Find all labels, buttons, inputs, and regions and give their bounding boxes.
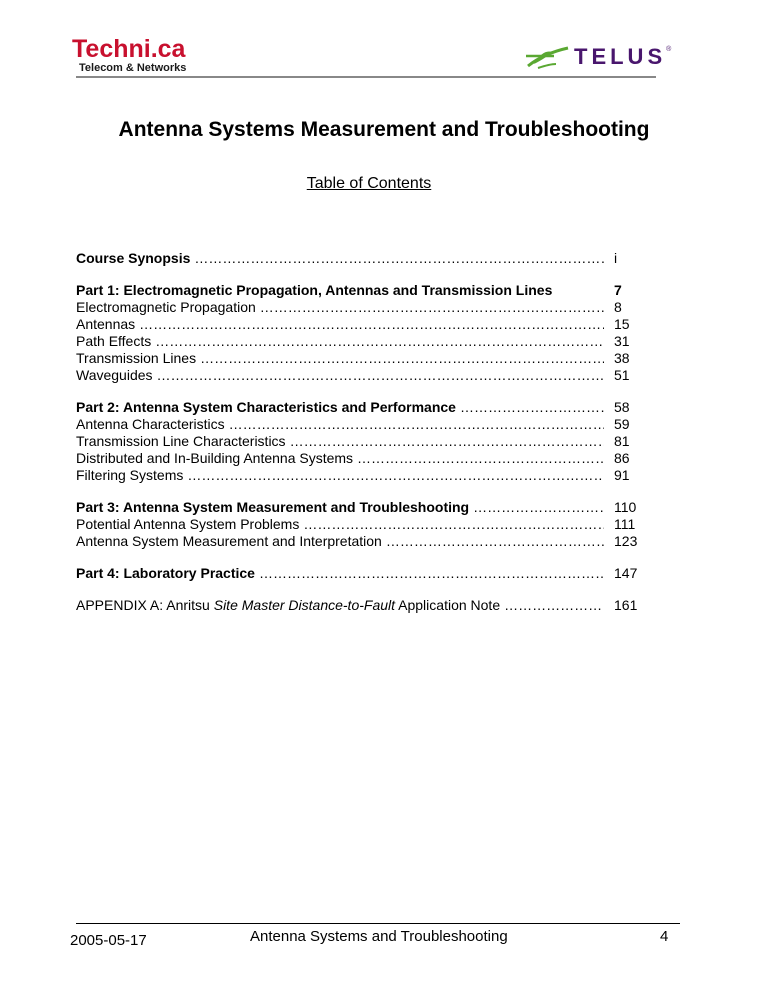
toc-row bbox=[76, 533, 656, 550]
toc-label: Potential Antenna System Problems bbox=[76, 516, 300, 532]
toc-label: Transmission Line Characteristics bbox=[76, 433, 286, 449]
toc-row bbox=[76, 333, 656, 350]
header-rule bbox=[76, 76, 656, 78]
toc-page: 59 bbox=[614, 416, 630, 432]
toc-page: 51 bbox=[614, 367, 630, 383]
page-number: 4 bbox=[660, 928, 669, 945]
leader-dots bbox=[200, 350, 604, 367]
toc-label: Antennas bbox=[76, 316, 136, 332]
leader-dots bbox=[357, 450, 604, 467]
toc-page: i bbox=[614, 250, 618, 266]
brand-name: Techni.ca bbox=[72, 35, 186, 63]
toc-page: 161 bbox=[614, 597, 638, 613]
toc-page: 15 bbox=[614, 316, 630, 332]
toc-label: Antenna Characteristics bbox=[76, 416, 225, 432]
toc-row-part1 bbox=[76, 282, 656, 299]
toc-row-part3 bbox=[76, 499, 656, 516]
toc-label: Electromagnetic Propagation bbox=[76, 299, 256, 315]
footer-title: Antenna Systems and Troubleshooting bbox=[250, 928, 508, 945]
leader-dots bbox=[473, 499, 604, 516]
toc-page: 7 bbox=[614, 282, 622, 298]
leader-dots bbox=[187, 467, 604, 484]
table-of-contents bbox=[76, 250, 656, 614]
toc-row-part4 bbox=[76, 565, 656, 582]
toc-label: Part 2: Antenna System Characteristics and Performance bbox=[76, 399, 456, 415]
toc-label: Distributed and In-Building Antenna Systems bbox=[76, 450, 354, 466]
toc-label: Part 3: Antenna System Measurement and Troubleshooting bbox=[76, 499, 470, 515]
leader-dots bbox=[259, 565, 604, 582]
toc-row bbox=[76, 350, 656, 367]
toc-label: Waveguides bbox=[76, 367, 153, 383]
toc-row-appendix bbox=[76, 597, 656, 614]
toc-row-synopsis bbox=[76, 250, 656, 267]
toc-row bbox=[76, 433, 656, 450]
leader-dots bbox=[260, 299, 604, 316]
toc-page: 91 bbox=[614, 467, 630, 483]
toc-row bbox=[76, 467, 656, 484]
page-title: Antenna Systems Measurement and Troubleshooting bbox=[118, 118, 650, 141]
leader-dots bbox=[229, 416, 604, 433]
toc-label: Course Synopsis bbox=[76, 250, 191, 266]
leader-dots bbox=[157, 367, 604, 384]
toc-page: 86 bbox=[614, 450, 630, 466]
toc-page: 38 bbox=[614, 350, 630, 366]
leader-dots bbox=[504, 597, 604, 614]
appendix-suffix: Application Note bbox=[395, 597, 501, 613]
toc-label: Transmission Lines bbox=[76, 350, 197, 366]
toc-row bbox=[76, 299, 656, 316]
toc-label: Filtering Systems bbox=[76, 467, 184, 483]
leader-dots bbox=[303, 516, 604, 533]
toc-page: 81 bbox=[614, 433, 630, 449]
toc-row bbox=[76, 367, 656, 384]
toc-row bbox=[76, 416, 656, 433]
techni-logo bbox=[72, 36, 186, 75]
toc-row bbox=[76, 516, 656, 533]
toc-page: 111 bbox=[614, 516, 636, 532]
footer-date: 2005-05-17 bbox=[70, 932, 147, 949]
toc-row bbox=[76, 316, 656, 333]
registered-mark: ® bbox=[666, 46, 672, 53]
toc-page: 147 bbox=[614, 565, 638, 581]
toc-label: Part 4: Laboratory Practice bbox=[76, 565, 255, 581]
toc-page: 31 bbox=[614, 333, 630, 349]
footer-rule bbox=[76, 923, 680, 924]
appendix-prefix: APPENDIX A: Anritsu bbox=[76, 597, 214, 613]
telus-wordmark: TELUS bbox=[574, 44, 667, 69]
leader-dots bbox=[460, 399, 604, 416]
telus-leaf-icon bbox=[524, 44, 570, 70]
telus-logo bbox=[524, 44, 671, 70]
leader-dots bbox=[386, 533, 604, 550]
toc-heading: Table of Contents bbox=[306, 175, 432, 192]
toc-row bbox=[76, 450, 656, 467]
toc-row-part2 bbox=[76, 399, 656, 416]
leader-dots bbox=[139, 316, 604, 333]
leader-dots bbox=[194, 250, 604, 267]
leader-dots bbox=[290, 433, 604, 450]
toc-label bbox=[76, 597, 500, 614]
toc-page: 110 bbox=[614, 499, 637, 515]
leader-dots bbox=[155, 333, 604, 350]
toc-label: Path Effects bbox=[76, 333, 152, 349]
appendix-emphasis: Site Master Distance-to-Fault bbox=[213, 597, 396, 613]
toc-label: Antenna System Measurement and Interpretation bbox=[76, 533, 382, 549]
toc-page: 123 bbox=[614, 533, 638, 549]
toc-page: 58 bbox=[614, 399, 630, 415]
toc-label: Part 1: Electromagnetic Propagation, Antennas and Transmission Lines bbox=[76, 282, 553, 298]
brand-tagline: Telecom & Networks bbox=[79, 62, 187, 74]
toc-page: 8 bbox=[614, 299, 622, 315]
